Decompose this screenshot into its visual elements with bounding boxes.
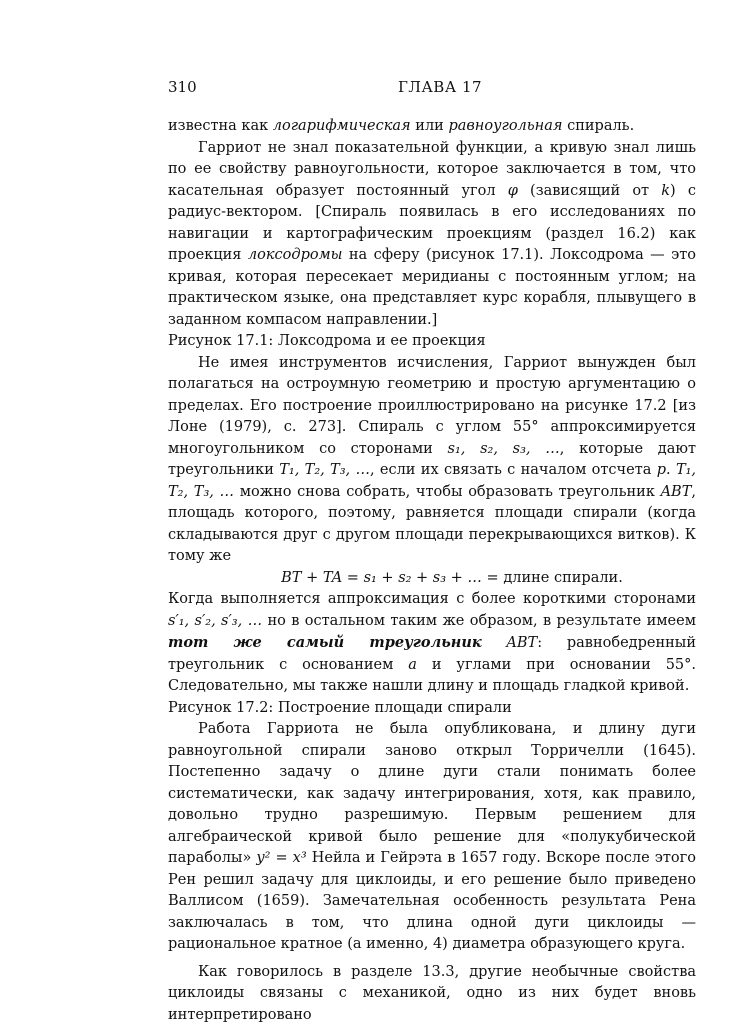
math-symbol: T₁, T₂, T₃, … xyxy=(168,462,696,500)
text: : равнобедренный треугольник с основанием xyxy=(168,635,696,673)
paragraph-1 xyxy=(168,116,696,138)
page-number: 310 xyxy=(168,78,197,96)
math-symbol: a xyxy=(408,657,417,673)
math-symbol: 55° xyxy=(513,419,539,435)
paragraph-2 xyxy=(168,138,696,332)
text: но в остальном таким же образом, в результате имеем xyxy=(262,613,696,629)
math-symbol: s₁, s₂, s₃, … xyxy=(448,441,560,457)
text: известна как xyxy=(168,118,273,134)
math-symbol: p xyxy=(657,462,666,478)
italic-term: равноугольная xyxy=(448,118,562,134)
math-symbol: ABT xyxy=(661,484,692,500)
math-symbol: s′₁, s′₂, s′₃, … xyxy=(168,613,262,629)
formula-rhs: длине спирали. xyxy=(503,570,623,586)
display-formula xyxy=(168,568,696,590)
text: можно снова собрать, чтобы образовать треугольник xyxy=(234,484,661,500)
text: ) с радиус-вектором. [Спираль появилась в его исследованиях по навигации и картографическим проекциям (раздел 16.2) как проекция xyxy=(168,183,696,264)
italic-term: тот же самый треугольник xyxy=(168,634,482,651)
figure-caption-1: Рисунок 17.1: Локсодрома и ее проекция xyxy=(168,331,696,353)
math-symbol: T₁, T₂, T₃, … xyxy=(279,462,370,478)
text: Нейла и Гейрэта в 1657 году. Вскоре после этого Рен решил задачу для циклоиды, и его решение было приведено Валлисом (1659). Замечательная особенность результата Рена заключалась в том, что длина одной дуги циклоиды — рациональное кратное (а именно, 4) диаметра образующего круга. xyxy=(168,850,696,952)
math-symbol: y² = x³ xyxy=(256,850,306,866)
text: аппроксимируется многоугольником со сторонами xyxy=(168,419,696,457)
paragraph-5 xyxy=(168,719,696,956)
text: и углами при основании xyxy=(417,657,666,673)
page-body xyxy=(168,116,696,1026)
page-header xyxy=(168,78,696,102)
text: , которые дают треугольники xyxy=(168,441,696,479)
italic-term: локсодромы xyxy=(248,247,343,263)
text: спираль. xyxy=(562,118,634,134)
figure-caption-2: Рисунок 17.2: Построение площади спирали xyxy=(168,698,696,720)
text: на сферу (рисунок 17.1). Локсодрома — это кривая, которая пересекает меридианы с постоянным углом; на практическом языке, она представляет курс корабля, плывущего в заданном компасом направлении.] xyxy=(168,247,696,328)
text: . Следовательно, мы также нашли длину и площадь гладкой кривой. xyxy=(168,657,696,695)
italic-term: логарифмическая xyxy=(273,118,411,134)
text: или xyxy=(411,118,449,134)
chapter-title: ГЛАВА 17 xyxy=(398,78,482,96)
math-symbol: ABT xyxy=(482,635,538,651)
math-symbol: 55° xyxy=(666,657,692,673)
text: Когда выполняется аппроксимация с более короткими сторонами xyxy=(168,591,696,607)
text: (зависящий от xyxy=(518,183,661,199)
formula-lhs: BT + TA = s₁ + s₂ + s₃ + … = xyxy=(281,570,503,586)
math-symbol: k xyxy=(661,183,670,199)
paragraph-3 xyxy=(168,353,696,568)
text: Не имея инструментов исчисления, Гарриот вынужден был полагаться на остроумную геометрию и простую аргументацию о пределах. Его построение проиллюстрировано на рисунке 17.2 [из Лоне (1979), с. 273]. Спираль с углом xyxy=(168,355,696,436)
text: , площадь которого, поэтому, равняется площади спирали (когда складываются друг с другом площади перекрывающихся витков). К тому же xyxy=(168,484,696,565)
paragraph-4 xyxy=(168,589,696,698)
text: , если их связать с началом отсчета xyxy=(370,462,657,478)
text: Работа Гарриота не была опубликована, и длину дуги равноугольной спирали заново открыл Торричелли (1645). Постепенно задачу о длине дуги стали понимать более систематически, как задачу интегрирования, хотя, как правило, довольно трудно разрешимую. Первым решением для алгебраической кривой было решение для «полукубической параболы» xyxy=(168,721,696,866)
text: Гарриот не знал показательной функции, а кривую знал лишь по ее свойству равноугольности, которое заключается в том, что касательная образует постоянный угол xyxy=(168,140,696,199)
paragraph-6: Как говорилось в разделе 13.3, другие необычные свойства циклоиды связаны с механикой, одно из них будет вновь интерпретировано xyxy=(168,962,696,1026)
math-symbol: φ xyxy=(508,183,518,199)
text: . xyxy=(666,462,676,478)
